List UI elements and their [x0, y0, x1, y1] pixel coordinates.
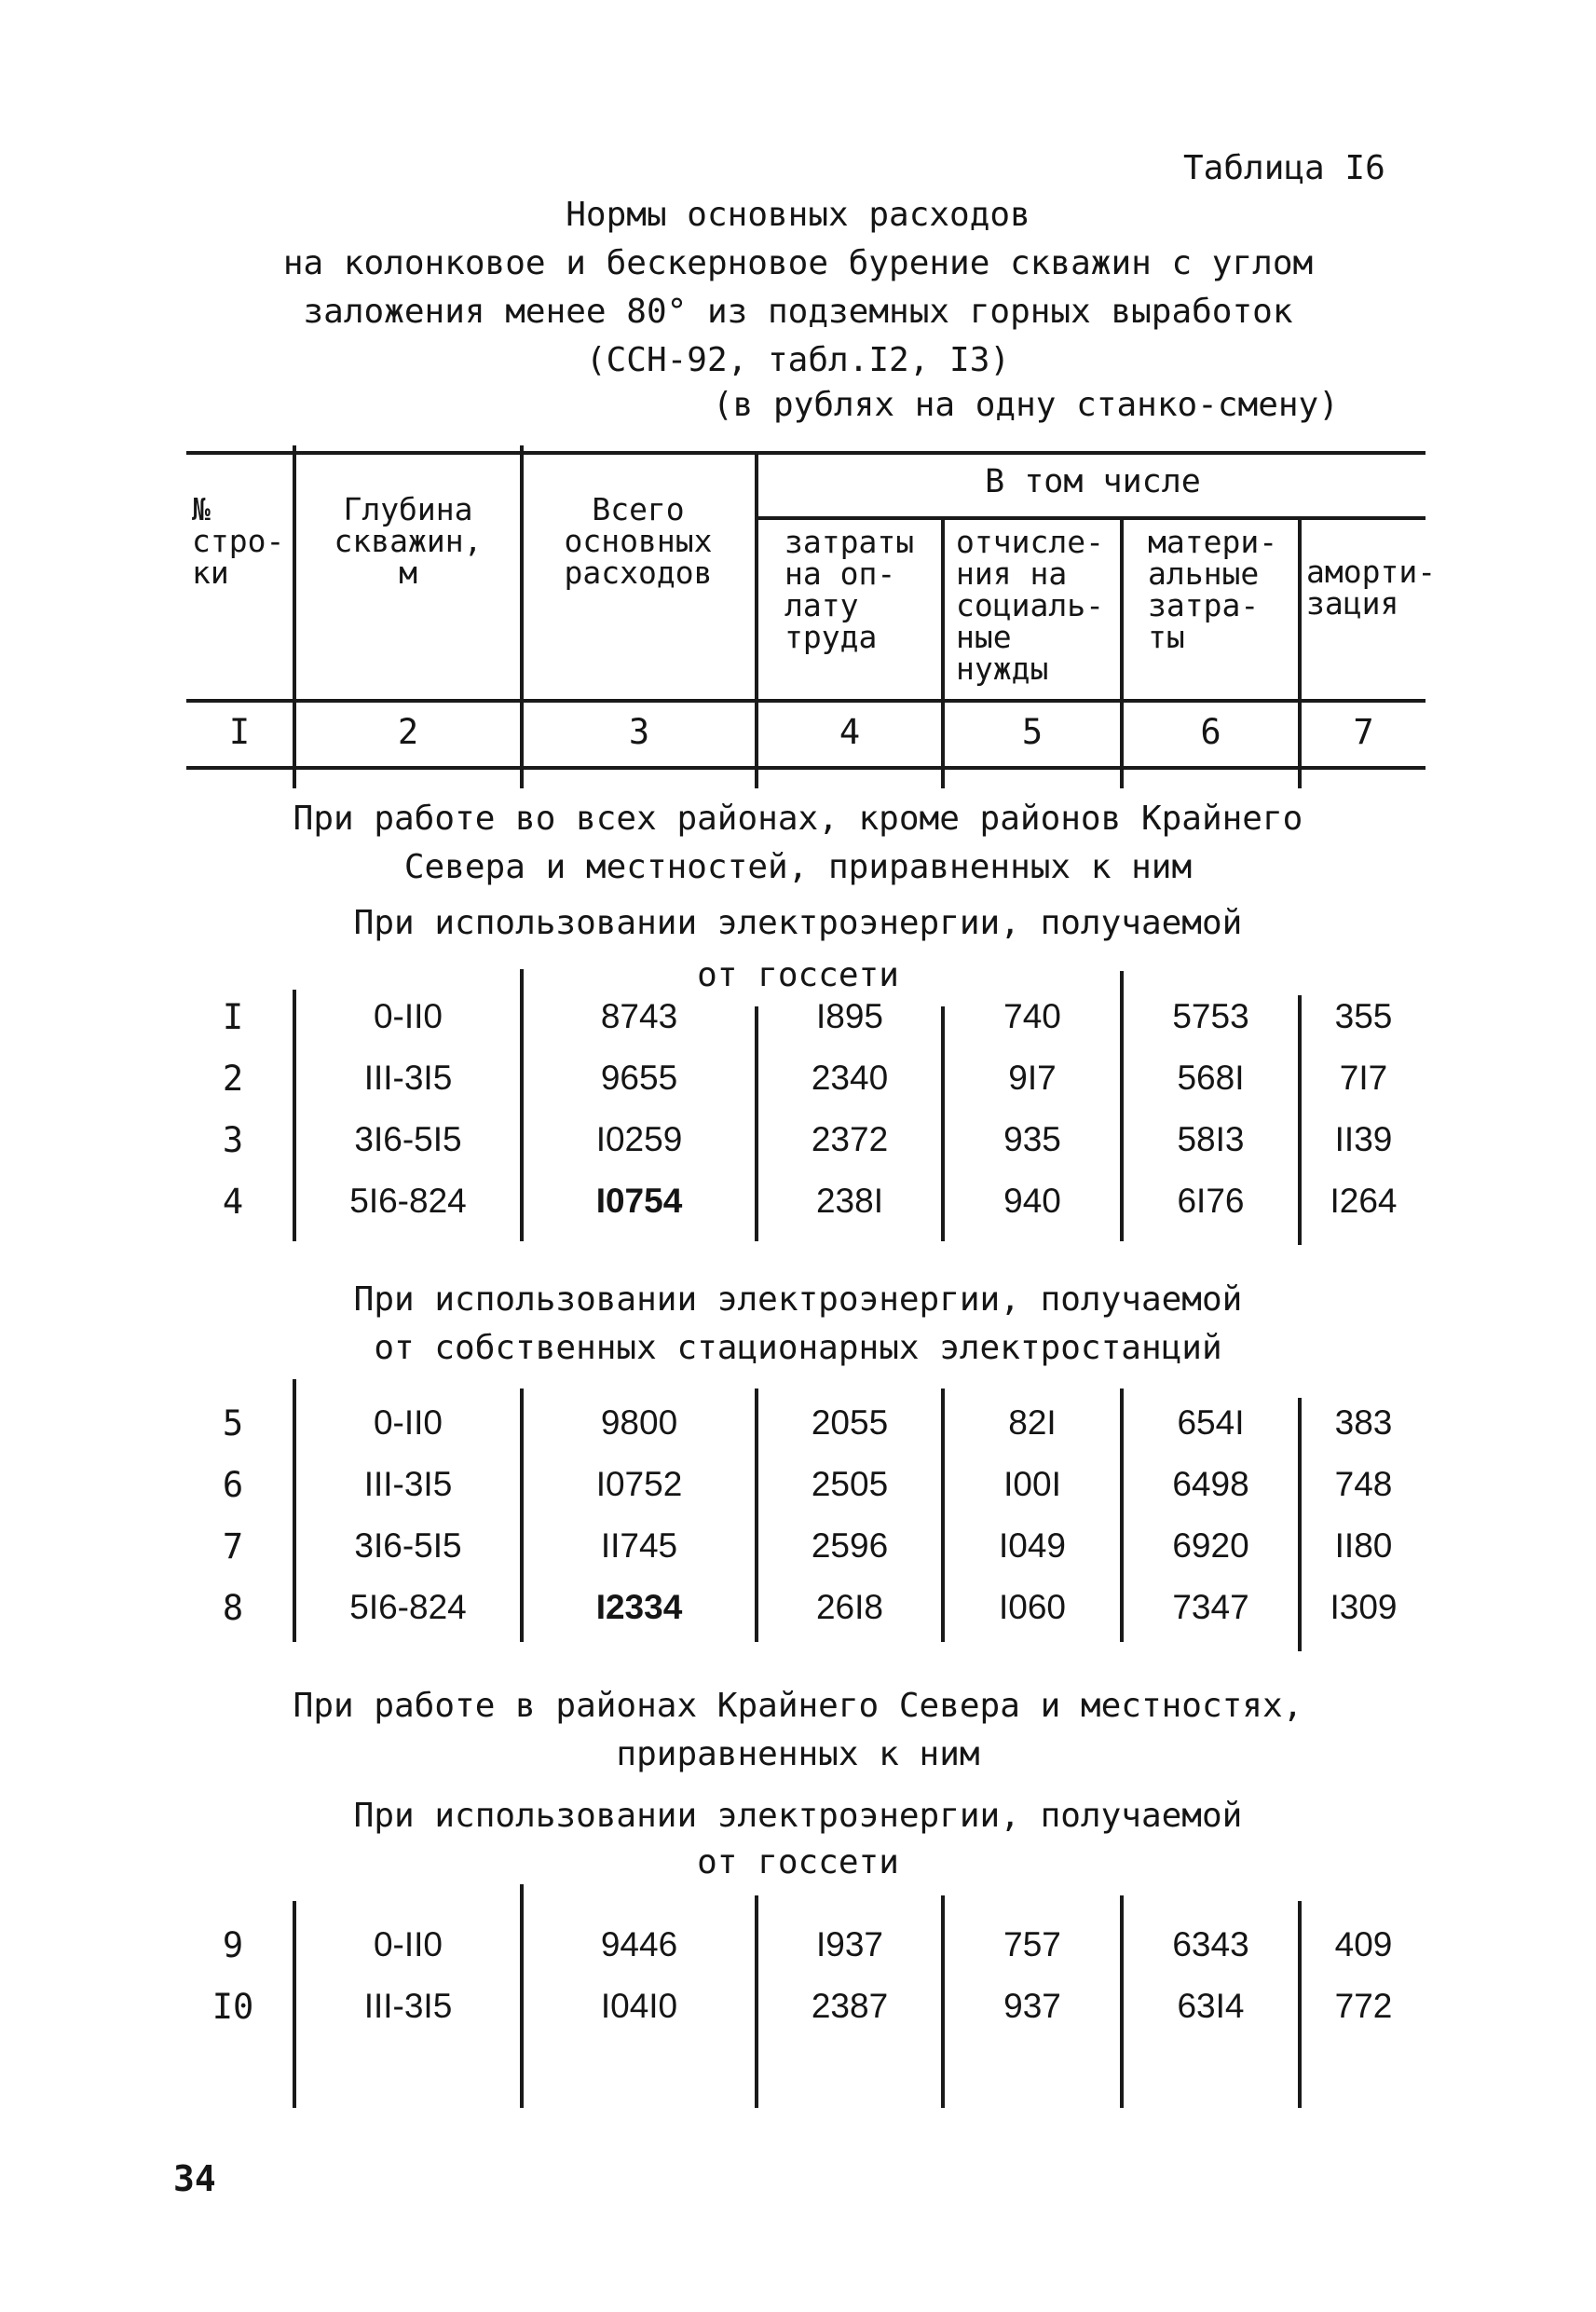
row-number: 7 — [222, 1526, 244, 1566]
materials-cell: 6920 — [1172, 1526, 1249, 1565]
depreciation-cell: 772 — [1334, 1987, 1393, 2025]
labor-cell: 2505 — [811, 1465, 889, 1503]
social-cell: 9I7 — [1008, 1059, 1057, 1097]
total-cell: I0259 — [595, 1120, 683, 1158]
section1-sub-line-1: При использовании электроэнергии, получаемой — [353, 904, 1243, 942]
colnum-3: 3 — [628, 712, 650, 752]
depreciation-cell: II39 — [1334, 1120, 1393, 1158]
section3-heading-line-2: приравненных к ним — [616, 1735, 980, 1773]
section2-sub-line-1: При использовании электроэнергии, получаемой — [353, 1280, 1243, 1319]
social-cell: I049 — [998, 1526, 1066, 1565]
materials-cell: 6I76 — [1177, 1182, 1245, 1220]
colnum-4: 4 — [839, 712, 861, 752]
section1-heading-line-1: При работе во всех районах, кроме районов Крайнего — [293, 800, 1303, 838]
row-number: 9 — [222, 1925, 244, 1965]
total-cell: I2334 — [595, 1588, 683, 1626]
section3-heading-line-1: При работе в районах Крайнего Севера и местностях, — [293, 1687, 1303, 1725]
materials-cell: 58I3 — [1177, 1120, 1245, 1158]
header-labor: затраты на оп- лату труда — [784, 524, 915, 655]
depth-cell: 5I6-824 — [349, 1182, 467, 1220]
colnum-1: I — [228, 712, 251, 752]
row-number: 4 — [222, 1182, 244, 1222]
units-note: (в рублях на одну станко-смену) — [713, 386, 1339, 424]
materials-cell: 7347 — [1172, 1588, 1249, 1626]
depreciation-cell: 7I7 — [1339, 1059, 1388, 1097]
section2-sub-line-2: от собственных стационарных электростанций — [374, 1329, 1222, 1367]
row-number: 8 — [222, 1588, 244, 1628]
depth-cell: III-3I5 — [363, 1465, 453, 1503]
colnum-2: 2 — [397, 712, 419, 752]
section3-sub-line-1: При использовании электроэнергии, получаемой — [353, 1797, 1243, 1835]
depth-cell: III-3I5 — [363, 1987, 453, 2025]
header-depreciation: аморти- зация — [1306, 554, 1437, 622]
materials-cell: 5753 — [1172, 997, 1249, 1035]
title-line-2: на колонковое и бескерновое бурение скважин с углом — [282, 244, 1314, 282]
page-number: 34 — [173, 2158, 216, 2199]
depth-cell: 3I6-5I5 — [354, 1120, 462, 1158]
title-line-3: заложения менее 80° из подземных горных выработок — [303, 293, 1293, 331]
colnum-6: 6 — [1200, 712, 1221, 752]
title-line-4: (ССН-92, табл.I2, I3) — [585, 341, 1011, 379]
labor-cell: 2372 — [811, 1120, 889, 1158]
social-cell: 940 — [1003, 1182, 1061, 1220]
header-depth: Глубина скважин, м — [334, 491, 483, 591]
row-number: 5 — [222, 1403, 244, 1443]
depth-cell: 0-II0 — [373, 997, 443, 1035]
row-number: I — [222, 997, 244, 1037]
depreciation-cell: I309 — [1330, 1588, 1398, 1626]
title-line-1: Нормы основных расходов — [566, 196, 1030, 234]
depreciation-cell: II80 — [1334, 1526, 1393, 1565]
section1-heading-line-2: Севера и местностей, приравненных к ним — [403, 848, 1193, 886]
total-cell: 8743 — [600, 997, 678, 1035]
header-social: отчисле- ния на социаль- ные нужды — [956, 524, 1104, 687]
depreciation-cell: 409 — [1334, 1925, 1393, 1963]
header-bottom-rule — [186, 699, 1425, 703]
table-top-rule — [186, 451, 1425, 455]
depth-cell: 5I6-824 — [349, 1588, 467, 1626]
social-cell: 757 — [1003, 1925, 1061, 1963]
row-number: I0 — [211, 1987, 254, 2027]
header-total: Всего основных расходов — [564, 491, 713, 591]
social-cell: I060 — [998, 1588, 1066, 1626]
total-cell: 9446 — [600, 1925, 678, 1963]
depth-cell: III-3I5 — [363, 1059, 453, 1097]
social-cell: 937 — [1003, 1987, 1061, 2025]
colnum-5: 5 — [1021, 712, 1044, 752]
materials-cell: 6343 — [1172, 1925, 1249, 1963]
labor-cell: 2596 — [811, 1526, 889, 1565]
table-number: Таблица I6 — [1183, 149, 1385, 187]
header-group: В том числе — [985, 463, 1201, 500]
row-number: 6 — [222, 1465, 244, 1505]
labor-cell: 238I — [815, 1182, 883, 1220]
social-cell: 740 — [1003, 997, 1061, 1035]
section3-sub-line-2: от госсети — [697, 1843, 899, 1881]
labor-cell: 2387 — [811, 1987, 889, 2025]
group-rule — [757, 516, 1425, 520]
depreciation-cell: 355 — [1334, 997, 1393, 1035]
labor-cell: 2055 — [811, 1403, 889, 1442]
total-cell: I0754 — [595, 1182, 683, 1220]
depreciation-cell: I264 — [1330, 1182, 1398, 1220]
depth-cell: 0-II0 — [373, 1403, 443, 1442]
colnum-bottom-rule — [186, 766, 1425, 770]
row-number: 2 — [222, 1059, 244, 1099]
materials-cell: 63I4 — [1177, 1987, 1245, 2025]
total-cell: 9655 — [600, 1059, 678, 1097]
depreciation-cell: 383 — [1334, 1403, 1393, 1442]
social-cell: 935 — [1003, 1120, 1061, 1158]
colnum-7: 7 — [1353, 712, 1374, 752]
labor-cell: 26I8 — [815, 1588, 883, 1626]
header-row-number: № стро- ки — [192, 491, 285, 591]
depth-cell: 3I6-5I5 — [354, 1526, 462, 1565]
total-cell: I0752 — [595, 1465, 683, 1503]
total-cell: 9800 — [600, 1403, 678, 1442]
row-number: 3 — [222, 1120, 244, 1160]
total-cell: II745 — [600, 1526, 678, 1565]
materials-cell: 654I — [1177, 1403, 1245, 1442]
labor-cell: I937 — [815, 1925, 883, 1963]
social-cell: I00I — [1003, 1465, 1061, 1503]
social-cell: 82I — [1008, 1403, 1057, 1442]
header-materials: матери- альные затра- ты — [1148, 524, 1278, 655]
depreciation-cell: 748 — [1334, 1465, 1393, 1503]
total-cell: I04I0 — [600, 1987, 678, 2025]
materials-cell: 6498 — [1172, 1465, 1249, 1503]
materials-cell: 568I — [1177, 1059, 1245, 1097]
labor-cell: I895 — [815, 997, 883, 1035]
depth-cell: 0-II0 — [373, 1925, 443, 1963]
section1-sub-line-2: от госсети — [697, 956, 899, 994]
labor-cell: 2340 — [811, 1059, 889, 1097]
